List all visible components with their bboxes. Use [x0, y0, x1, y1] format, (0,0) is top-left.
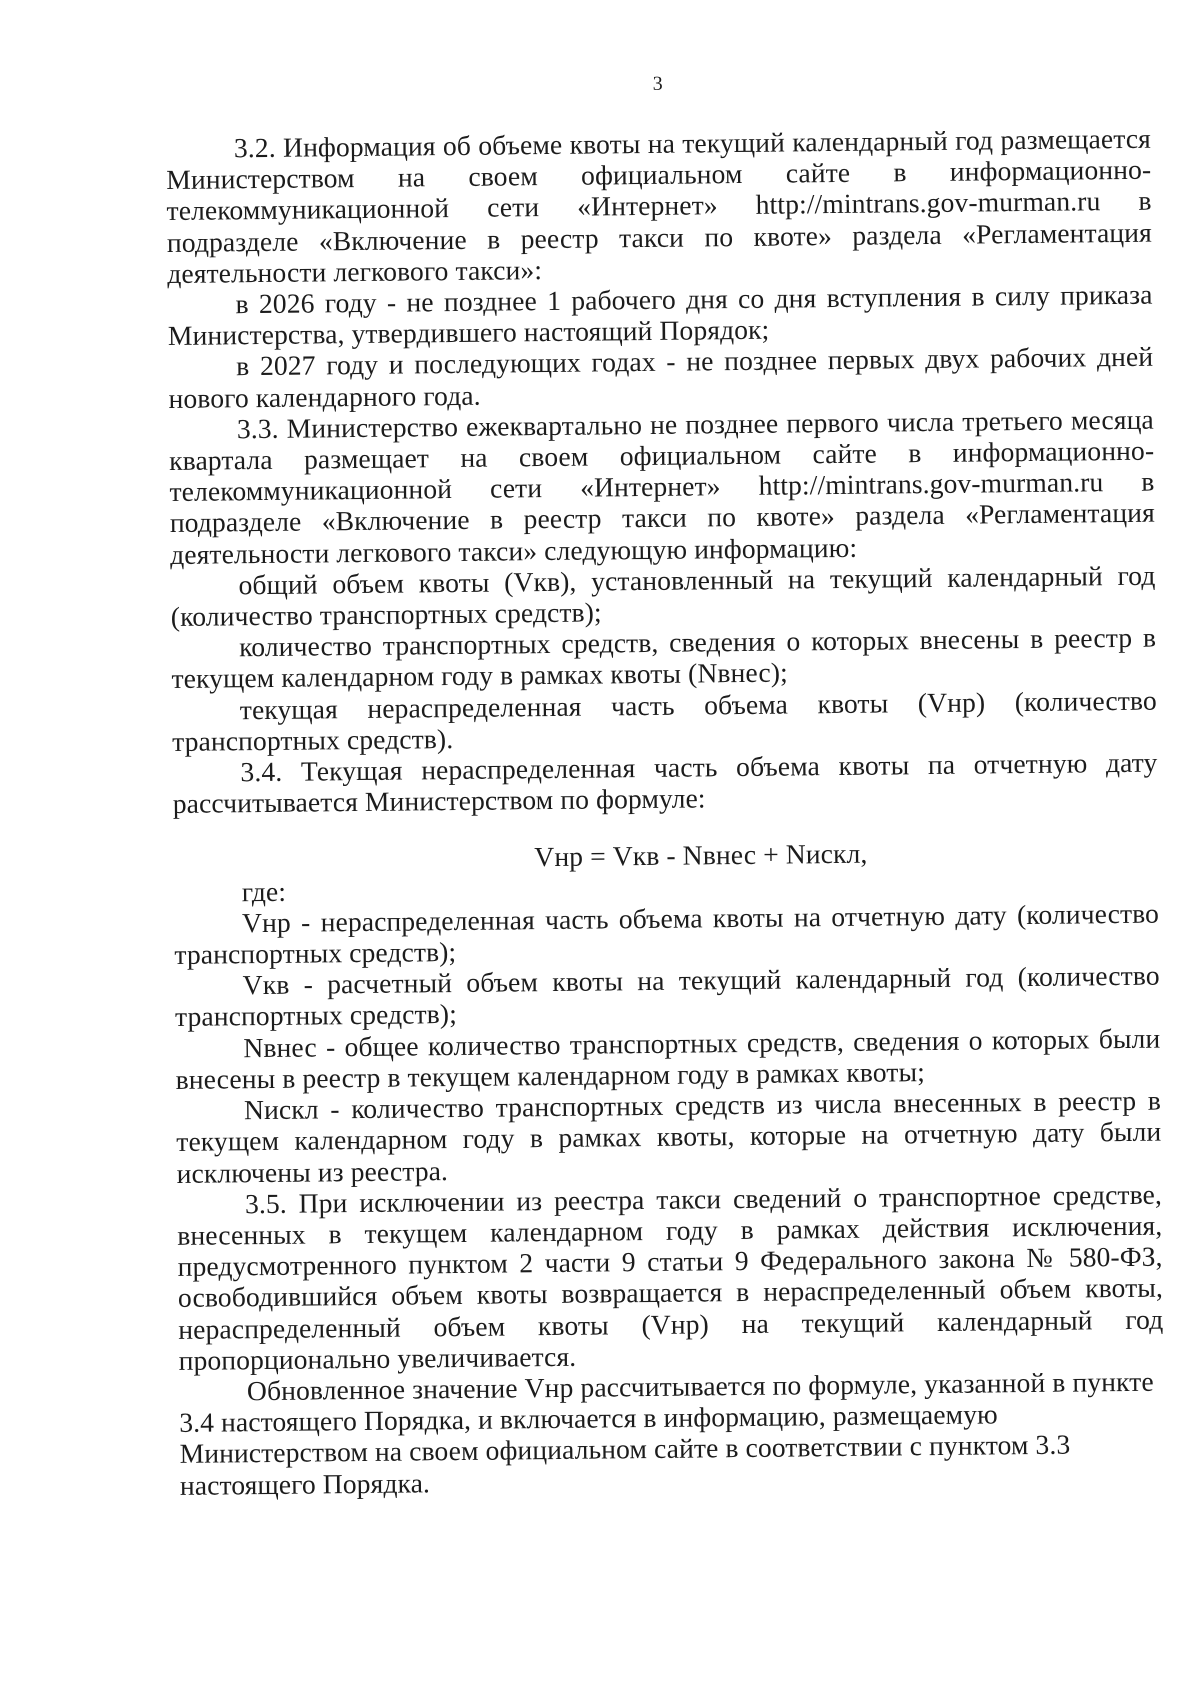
definition-vkv: Vкв - расчетный объем квоты на текущий календарный год (количество транспортных средств); [174, 959, 1160, 1033]
paragraph-2027: в 2027 году и последующих годах - не позднее первых двух рабочих дней нового календарного года. [168, 341, 1154, 414]
page-number: 3 [652, 72, 663, 95]
paragraph-3-2: 3.2. Информация об объеме квоты на текущий календарный год размещается Министерством на своем официальном сайте в информационно-телекоммуникационной сети «Интернет» http://mintrans.gov-murman.ru в подразделе «Включение в реестр такси по квоте» раздела «Регламентация деятельности легкового такси»: [166, 122, 1153, 289]
document-body [165, 50, 1165, 1501]
paragraph-3-5: 3.5. При исключении из реестра такси сведений о транспортное средстве, внесенных в текущем календарном году в рамках действия исключения, предусмотренного пунктом 2 части 9 статьи 9 Федерального закона № 580-ФЗ, освободившийся объем квоты возвращается в нераспределенный объем квоты, нераспределенный объем квоты (Vнр) на текущий календарный год пропорционально увеличивается. [177, 1178, 1164, 1376]
quota-formula: Vнр = Vкв - Nвнес + Nискл, [534, 838, 868, 873]
definition-niskl: Nискл - количество транспортных средств из числа внесенных в реестр в текущем календарном году в рамках квоты, которые на отчетную дату были исключены из реестра. [176, 1084, 1162, 1189]
definition-nvnes: Nвнес - общее количество транспортных средств, сведения о которых были внесены в реестр в текущем календарном году в рамках квоты; [175, 1022, 1161, 1095]
list-item-nvnes: количество транспортных средств, сведения о которых внесены в реестр в текущем календарном году в рамках квоты (Nвнес); [171, 621, 1157, 695]
paragraph-3-4: 3.4. Текущая нераспределенная часть объема квоты па отчетную дату рассчитывается Министерством по формуле: [172, 746, 1158, 820]
list-item-vnr: текущая нераспределенная часть объема квоты (Vнр) (количество транспортных средств). [171, 684, 1157, 757]
paragraph-updated-value: Обновленное значение Vнр рассчитывается по формуле, указанной в пункте 3.4 настоящего Порядка, и включается в информацию, размещаемую Министерством на своем официальном сайте в соответствии с пунктом 3.3 настоящего Порядка. [179, 1365, 1154, 1501]
list-item-vkv: общий объем квоты (Vкв), установленный на текущий календарный год (количество транспортных средств); [170, 559, 1156, 633]
paragraph-3-3: 3.3. Министерство ежеквартально не позднее первого числа третьего месяца квартала размещает на своем официальном сайте в информационно-телекоммуникационной сети «Интернет» http://mintrans.gov-murman.ru в подразделе «Включение в реестр такси по квоте» раздела «Регламентация деятельности легкового такси» следующую информацию: [169, 403, 1155, 570]
definition-vnr: Vнр - нераспределенная часть объема квоты на отчетную дату (количество транспортных средств); [174, 897, 1160, 971]
where-label: где: [241, 875, 287, 907]
paragraph-2026: в 2026 году - не позднее 1 рабочего дня со дня вступления в силу приказа Министерства, утвердившего настоящий Порядок; [167, 278, 1153, 352]
